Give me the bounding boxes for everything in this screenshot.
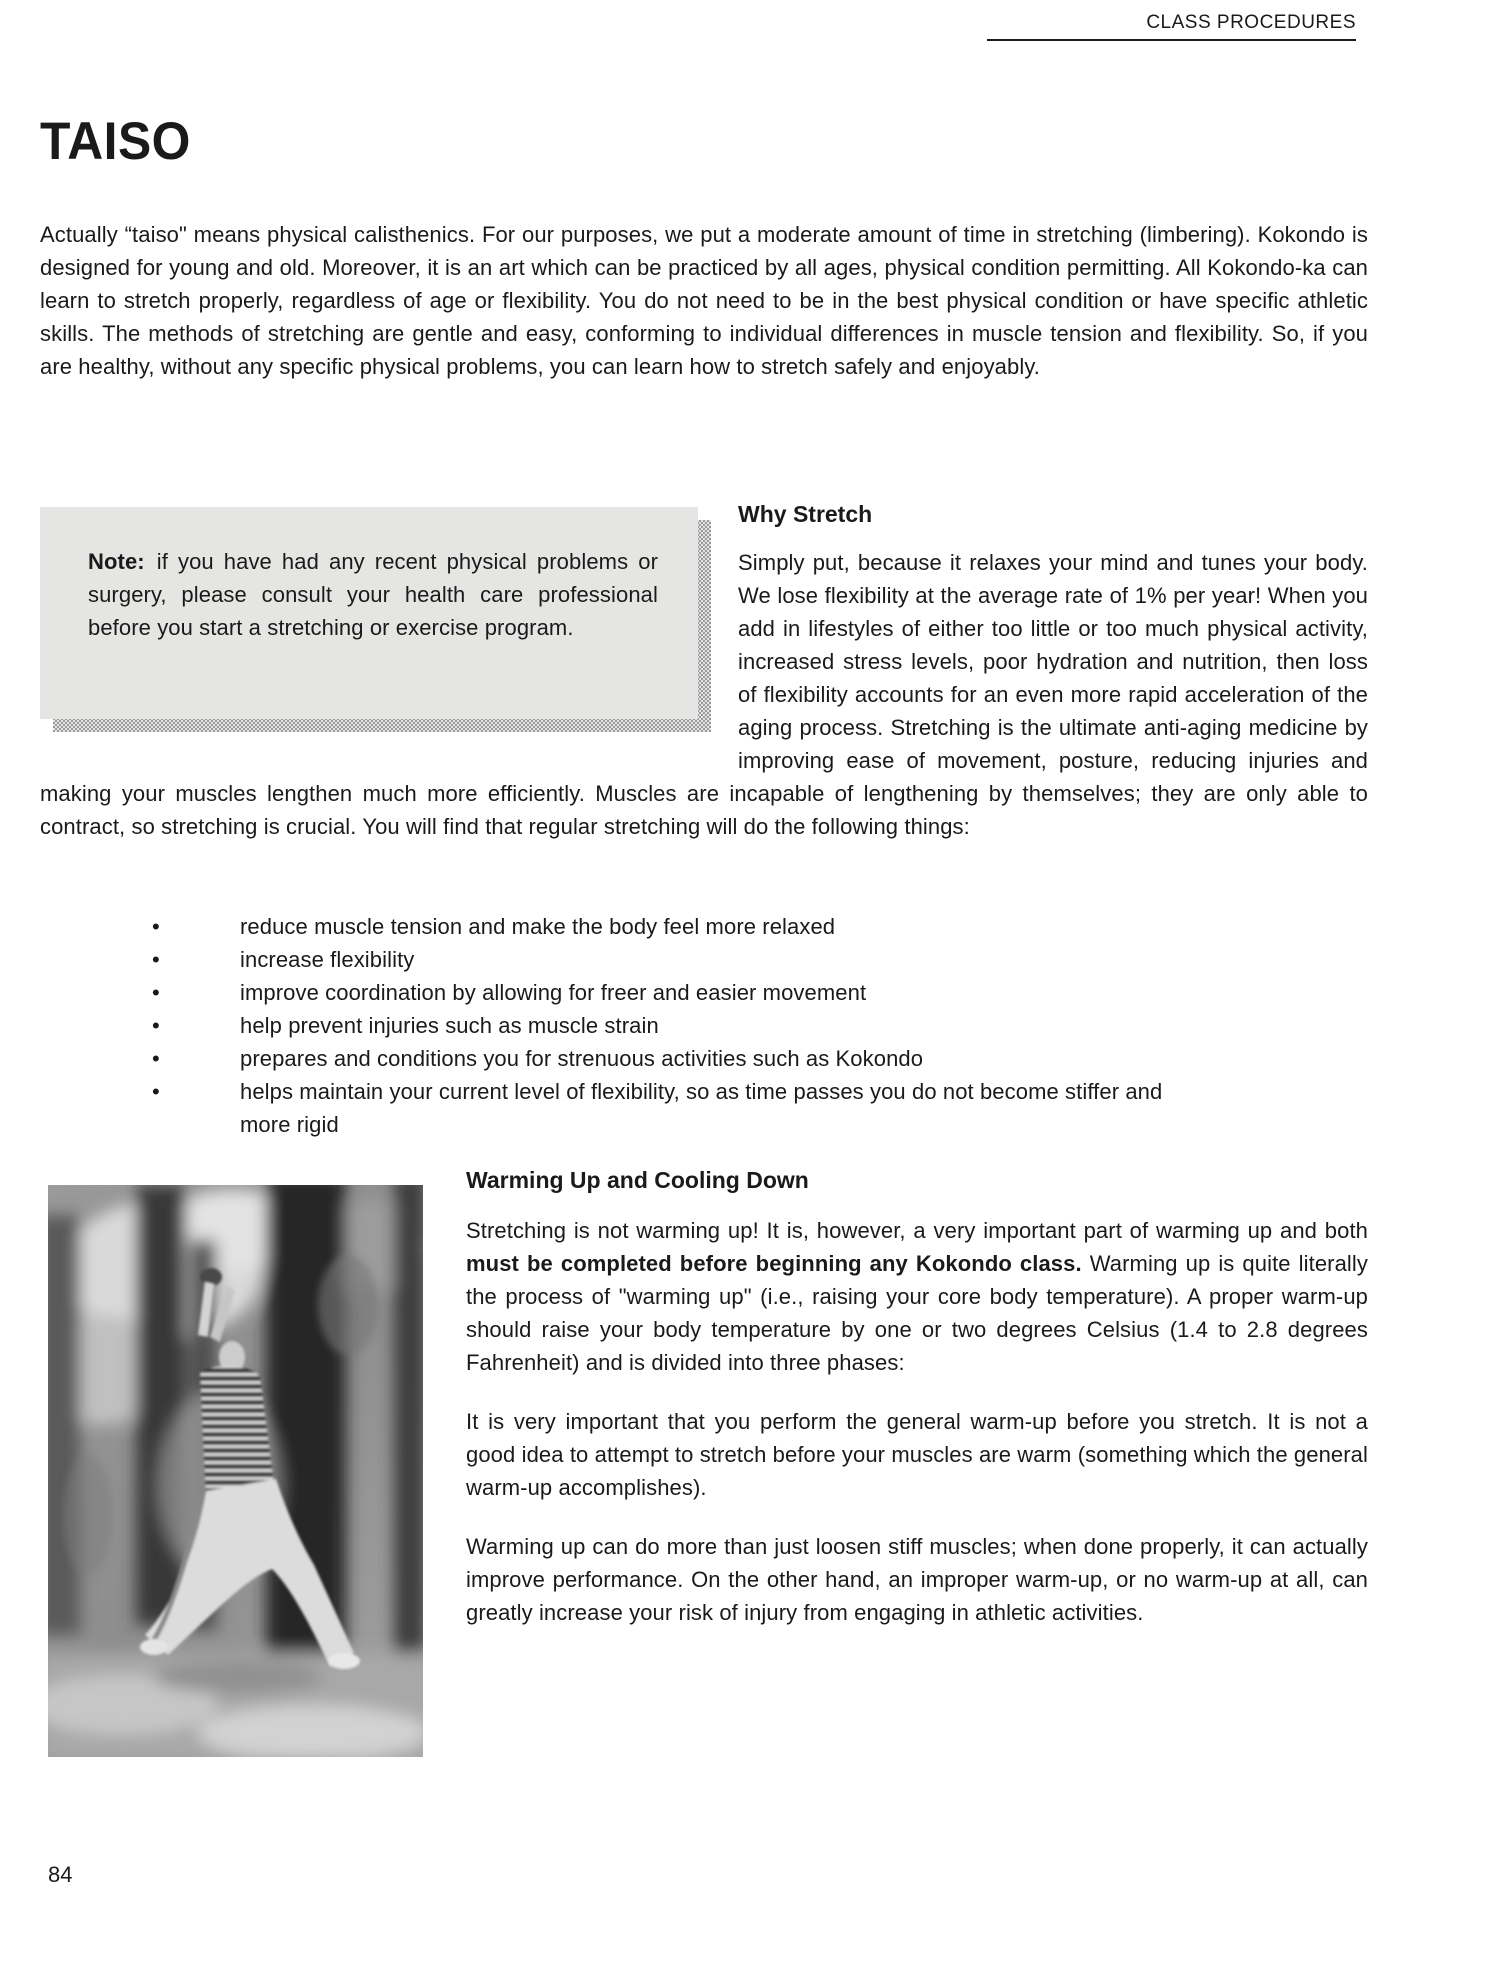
warming-up-heading: Warming Up and Cooling Down <box>466 1167 809 1193</box>
stretching-photo-image <box>48 1185 423 1757</box>
benefits-bullet-list <box>40 910 1180 1141</box>
list-item <box>40 976 1180 1009</box>
list-item-text: increase flexibility <box>240 947 415 972</box>
warming-p1-pre: Stretching is not warming up! It is, however, a very important part of warming up and both <box>466 1218 1368 1243</box>
list-item-text: helps maintain your current level of flexibility, so as time passes you do not become stiffer and more rigid <box>240 1079 1163 1137</box>
note-label: Note: <box>88 549 145 574</box>
bullet-icon: • <box>152 980 160 1005</box>
page-title: TAISO <box>40 112 191 171</box>
warming-p1-post: Warming up is quite literally the process of "warming up" (i.e., raising your core body temperature). A proper warm-up should raise your body temperature by one or two degrees Celsius (1.4 to 2.8 degrees Fahrenheit) and is divided into three phases: <box>466 1251 1369 1375</box>
intro-paragraph: Actually “taiso" means physical calisthenics. For our purposes, we put a moderate amount of time in stretching (limbering). Kokondo is designed for young and old. Moreover, it is an art which can be practiced by all ages, physical condition permitting. All Kokondo-ka can learn to stretch properly, regardless of age or flexibility. You do not need to be in the best physical condition or have specific athletic skills. The methods of stretching are gentle and easy, conforming to individual differences in muscle tension and flexibility. So, if you are healthy, without any specific physical problems, you can learn how to stretch safely and enjoyably. <box>40 222 1368 379</box>
list-item <box>40 1075 1180 1141</box>
list-item <box>40 1009 1180 1042</box>
note-box-container <box>40 498 712 732</box>
bullet-icon: • <box>152 1079 160 1104</box>
warming-p1-bold: must be completed before beginning any Kokondo class. <box>466 1251 1082 1276</box>
list-item-text: reduce muscle tension and make the body feel more relaxed <box>240 914 836 939</box>
list-item-text: improve coordination by allowing for freer and easier movement <box>240 980 867 1005</box>
stretching-photo <box>48 1185 423 1757</box>
bullet-icon: • <box>152 947 160 972</box>
why-stretch-paragraph: Simply put, because it relaxes your mind and tunes your body. We lose flexibility at the average rate of 1% per year! When you add in lifestyles of either too little or too much physical activity, increased stress levels, poor hydration and nutrition, then loss of flexibility accounts for an even more rapid acceleration of the aging process. Stretching is the ultimate anti-aging medicine by improving ease of movement, posture, reducing injuries and making your muscles lengthen much more efficiently. Muscles are incapable of lengthening by themselves; they are only able to contract, so stretching is crucial. You will find that regular stretching will do the following things: <box>40 550 1368 839</box>
warming-paragraph-2: It is very important that you perform the general warm-up before you stretch. It is not a good idea to attempt to stretch before your muscles are warm (something which the general warm-up accomplishes). <box>466 1409 1368 1500</box>
running-header: CLASS PROCEDURES <box>987 12 1356 41</box>
note-box <box>40 507 698 719</box>
list-item <box>40 1042 1180 1075</box>
why-stretch-heading: Why Stretch <box>738 501 873 527</box>
warming-paragraph-3: Warming up can do more than just loosen stiff muscles; when done properly, it can actually improve performance. On the other hand, an improper warm-up, or no warm-up at all, can greatly increase your risk of injury from engaging in athletic activities. <box>466 1534 1368 1625</box>
note-text <box>88 545 658 644</box>
bullet-icon: • <box>152 1013 160 1038</box>
list-item-text: prepares and conditions you for strenuous activities such as Kokondo <box>240 1046 924 1071</box>
warming-up-section <box>40 1160 1368 1757</box>
bullet-icon: • <box>152 1046 160 1071</box>
list-item <box>40 943 1180 976</box>
page-number: 84 <box>48 1862 73 1887</box>
list-item-text: help prevent injuries such as muscle strain <box>240 1013 659 1038</box>
list-item <box>40 910 1180 943</box>
why-stretch-section <box>40 498 1368 843</box>
bullet-icon: • <box>152 914 160 939</box>
note-body: if you have had any recent physical problems or surgery, please consult your health care professional before you start a stretching or exercise program. <box>88 549 658 640</box>
